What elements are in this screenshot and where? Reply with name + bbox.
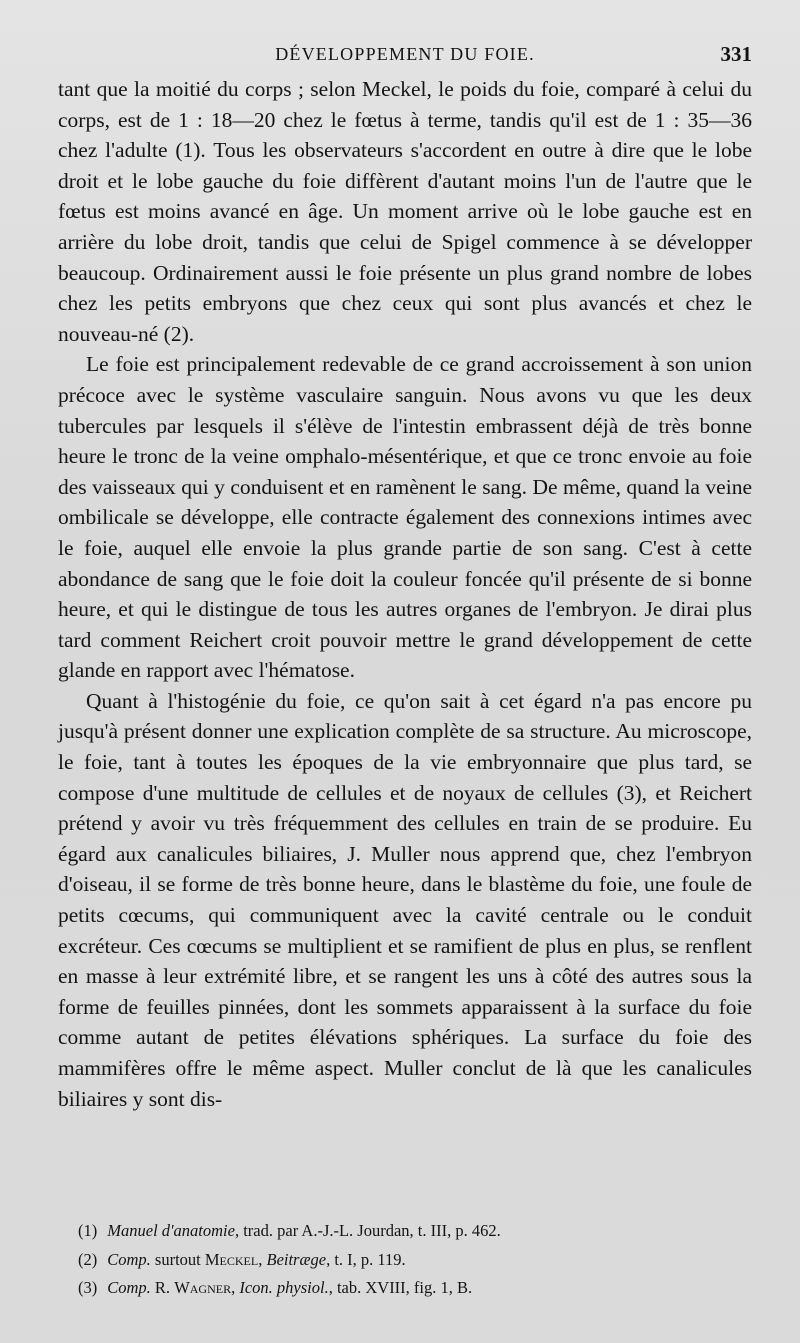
footnote-title: Manuel d'anatomie [107,1221,235,1240]
footnote-title: Beitræge [266,1249,327,1269]
paragraph-1: tant que la moitié du corps ; selon Meckel, le poids du foie, comparé à celui du corps, est de 1 : 18—20 chez le fœtus à terme, tandis qu'il est de 1 : 35—36 chez l'adulte (1). Tous les observateurs s'accordent en outre à dire que le lobe droit et le lobe gauche du foie diffèrent d'autant moins l'un de l'autre que le fœtus est moins avancé en âge. Un moment arrive où le lobe gauche est en arrière du lobe droit, tandis que celui de Spigel commence à se développer beaucoup. Ordinairement aussi le foie présente un plus grand nombre de lobes chez les petits embryons que chez ceux qui sont plus avancés et chez le nouveau-né (2). [58,77,752,346]
footnote-author: Wagner [174,1278,232,1297]
footnote-separator: , [258,1249,267,1269]
footnote-reference: , t. I, p. 119. [326,1249,406,1269]
footnote-number: (2) [78,1249,98,1269]
footnote-3 [78,1274,752,1303]
paragraph-3: Quant à l'histogénie du foie, ce qu'on sait à cet égard n'a pas encore pu jusqu'à présent donner une explication complète de sa structure. Au microscope, le foie, tant à toutes les époques de la vie embryonnaire que plus tard, se compose d'une multitude de cellules et de noyaux de cellules (3), et Reichert prétend y avoir vu très fréquemment des cellules en train de se produire. Eu égard aux canalicules biliaires, J. Muller nous apprend que, chez l'embryon d'oiseau, il se forme de très bonne heure, dans le blastème du foie, une foule de petits cœcums, qui communiquent avec la cavité centrale ou le conduit excréteur. Ces cœcums se multiplient et se ramifient de plus en plus, se renflent en masse à leur extrémité libre, et se rangent les uns à côté des autres sous la forme de feuilles pinnées, dont les sommets apparaissent à la surface du foie comme autant de petites élévations sphériques. La surface du foie des mammifères offre le même aspect. Muller conclut de là que les canalicules biliaires y sont dis- [58,688,752,1111]
footnote-title: Icon. physiol. [239,1278,329,1297]
footnote-reference: , trad. par A.-J.-L. Jourdan, t. III, p. 462. [234,1221,501,1240]
footnote-number: (1) [78,1221,98,1240]
footnote-author: Meckel [204,1249,259,1269]
running-title: DÉVELOPPEMENT DU FOIE. [275,44,535,64]
paragraph-2: Le foie est principalement redevable de ce grand accroissement à son union précoce avec le système vasculaire sanguin. Nous avons vu que les deux tubercules par lesquels il s'élève de l'intestin embrassent déjà de très bonne heure le tronc de la veine omphalo-mésentérique, et que ce tronc envoie au foie des vaisseaux qui y conduisent et en ramènent le sang. De même, quand la veine ombilicale se développe, elle contracte également des connexions intimes avec le foie, auquel elle envoie la plus grande partie de son sang. C'est à cette abondance de sang que le foie doit la couleur foncée qu'il présente de si bonne heure, et qui le distingue de tous les autres organes de l'embryon. Je dirai plus tard comment Reichert croit pouvoir mettre le grand développement de cette glande en rapport avec l'hématose. [58,352,752,683]
page-header [58,40,752,70]
body-text [58,74,752,1114]
footnote-connector: R. [150,1278,175,1297]
footnote-connector: surtout [150,1249,205,1269]
footnotes [78,1217,752,1303]
footnote-lead: Comp. [107,1249,151,1269]
footnote-2 [78,1246,752,1275]
footnote-reference: , tab. XVIII, fig. 1, B. [328,1278,473,1297]
page-number: 331 [720,42,752,66]
footnote-number: (3) [78,1278,98,1297]
footnote-1 [78,1217,752,1246]
footnote-separator: , [231,1278,240,1297]
footnote-lead: Comp. [107,1278,151,1297]
